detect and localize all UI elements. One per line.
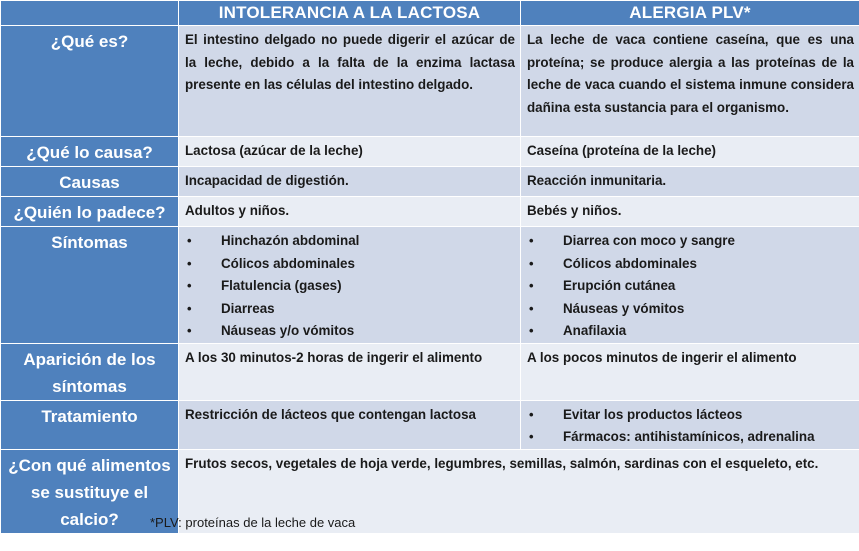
table-row-causes <box>1 167 859 197</box>
list-item-text: Anafilaxia <box>563 323 627 338</box>
bullet-icon: • <box>529 300 534 316</box>
footnote: *PLV: proteínas de la leche de vaca <box>150 515 356 530</box>
bullet-icon: • <box>187 255 192 271</box>
list-item <box>527 426 854 449</box>
cell-causes-lactose: Incapacidad de digestión. <box>179 167 521 197</box>
table-row-cause <box>1 137 859 167</box>
list-item-text: Hinchazón abdominal <box>221 233 360 248</box>
cell-treatment-allergy <box>521 400 859 449</box>
cell-what-is-allergy: La leche de vaca contiene caseína, que es una proteína; se produce alergia a las proteínas de la leche de vaca cuando el sistema inmune considera dañina esta sustancia para el organismo. <box>521 26 859 137</box>
cell-symptoms-allergy <box>521 227 859 344</box>
list-item-text: Diarrea con moco y sangre <box>563 233 735 248</box>
bullet-icon: • <box>529 278 534 293</box>
list-item-text: Náuseas y/o vómitos <box>221 323 355 338</box>
cell-causes-allergy: Reacción inmunitaria. <box>521 167 859 197</box>
table-row-treatment <box>1 400 859 449</box>
table-row-symptoms <box>1 227 859 344</box>
header-corner <box>1 1 179 26</box>
list-item-text: Evitar los productos lácteos <box>563 406 743 422</box>
bullet-icon: • <box>529 406 534 422</box>
table-row-what-is <box>1 26 859 137</box>
bullet-icon: • <box>187 233 192 248</box>
list-item-text: Diarreas <box>221 300 275 316</box>
list-item <box>185 298 515 321</box>
list-item <box>527 275 854 298</box>
list-item <box>527 253 854 276</box>
row-label-symptoms: Síntomas <box>1 227 179 344</box>
row-label-treatment: Tratamiento <box>1 400 179 449</box>
row-label-calcium: ¿Con qué alimentos se sustituye el calcio? <box>1 449 179 533</box>
row-label-who: ¿Quién lo padece? <box>1 197 179 227</box>
list-item <box>527 320 854 343</box>
symptoms-list-allergy <box>527 230 854 343</box>
cell-who-allergy: Bebés y niños. <box>521 197 859 227</box>
list-item-text: Náuseas y vómitos <box>563 300 685 316</box>
list-item-text: Flatulencia (gases) <box>221 278 342 293</box>
table-row-who <box>1 197 859 227</box>
list-item <box>527 298 854 321</box>
list-item-text: Cólicos abdominales <box>563 255 697 271</box>
cell-onset-lactose: A los 30 minutos-2 horas de ingerir el alimento <box>179 343 521 400</box>
bullet-icon: • <box>529 233 534 248</box>
header-row <box>1 1 859 26</box>
table-row-calcium <box>1 449 859 533</box>
list-item <box>527 230 854 253</box>
bullet-icon: • <box>529 255 534 271</box>
cell-cause-allergy: Caseína (proteína de la leche) <box>521 137 859 167</box>
bullet-icon: • <box>187 300 192 316</box>
cell-cause-lactose: Lactosa (azúcar de la leche) <box>179 137 521 167</box>
treatment-list-allergy <box>527 404 854 449</box>
cell-symptoms-lactose <box>179 227 521 344</box>
bullet-icon: • <box>529 323 534 338</box>
cell-onset-allergy: A los pocos minutos de ingerir el alimento <box>521 343 859 400</box>
list-item-text: Erupción cutánea <box>563 278 676 293</box>
list-item <box>185 230 515 253</box>
bullet-icon: • <box>529 429 534 444</box>
bullet-icon: • <box>187 278 192 293</box>
row-label-what-is: ¿Qué es? <box>1 26 179 137</box>
list-item-text: Cólicos abdominales <box>221 255 355 271</box>
cell-who-lactose: Adultos y niños. <box>179 197 521 227</box>
cell-what-is-lactose: El intestino delgado no puede digerir el azúcar de la leche, debido a la falta de la enzima lactasa presente en las células del intestino delgado. <box>179 26 521 137</box>
list-item-text: Fármacos: antihistamínicos, adrenalina <box>563 429 815 444</box>
list-item <box>185 275 515 298</box>
header-lactose-intolerance: INTOLERANCIA A LA LACTOSA <box>179 1 521 26</box>
cell-calcium-substitutes: Frutos secos, vegetales de hoja verde, legumbres, semillas, salmón, sardinas con el esqueleto, etc. <box>179 449 859 533</box>
row-label-causes: Causas <box>1 167 179 197</box>
bullet-icon: • <box>187 323 192 338</box>
list-item <box>185 320 515 343</box>
header-cmpa-allergy: ALERGIA PLV* <box>521 1 859 26</box>
list-item <box>185 253 515 276</box>
row-label-cause: ¿Qué lo causa? <box>1 137 179 167</box>
cell-treatment-lactose: Restricción de lácteos que contengan lactosa <box>179 400 521 449</box>
table-row-onset <box>1 343 859 400</box>
symptoms-list-lactose <box>185 230 515 343</box>
list-item <box>527 404 854 427</box>
row-label-onset: Aparición de los síntomas <box>1 343 179 400</box>
